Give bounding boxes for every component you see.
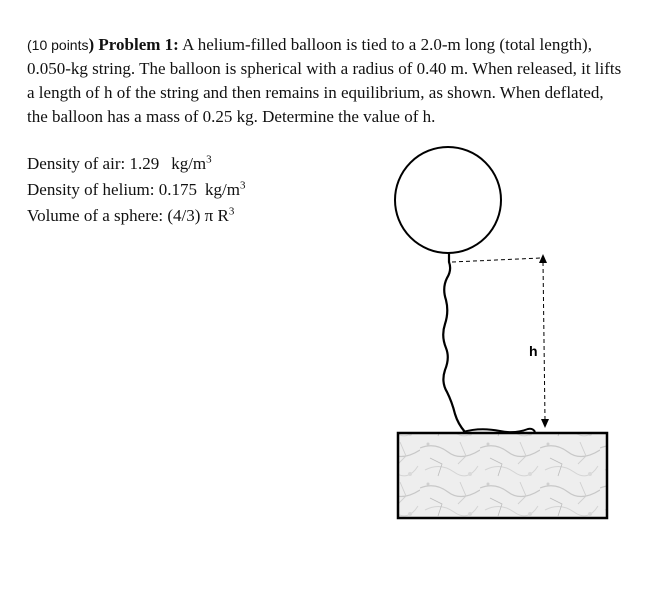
h-label: h	[529, 343, 538, 359]
air-density-line: Density of air: 1.29 $kg/m^3$	[27, 153, 212, 173]
h-dimension-line	[543, 262, 545, 420]
points-close: )	[88, 35, 95, 54]
helium-density-line: Density of helium: 0.175 $kg/m^3$	[27, 179, 246, 199]
problem-title: Problem 1:	[98, 35, 179, 54]
sphere-volume-line: Volume of a sphere: (4/3) π $R^3$	[27, 205, 235, 225]
arrow-up-icon	[539, 254, 547, 263]
dashed-reference-line	[452, 258, 541, 262]
points-label: (10 points	[27, 37, 89, 53]
resting-string	[463, 429, 535, 432]
problem-text: A helium-filled balloon is tied to a 2.0-m long (total length), 0.050-kg string. The balloon is spherical with a radius of 0.40 m. When released, it lifts a length of h of the string and then remains in equilibrium, as shown. When deflated, the balloon has a mass of 0.25 kg. Determine the value of h.	[27, 35, 622, 126]
balloon	[395, 147, 501, 253]
arrow-down-icon	[541, 419, 549, 428]
lifted-string	[443, 253, 465, 432]
marble-block	[398, 433, 607, 518]
